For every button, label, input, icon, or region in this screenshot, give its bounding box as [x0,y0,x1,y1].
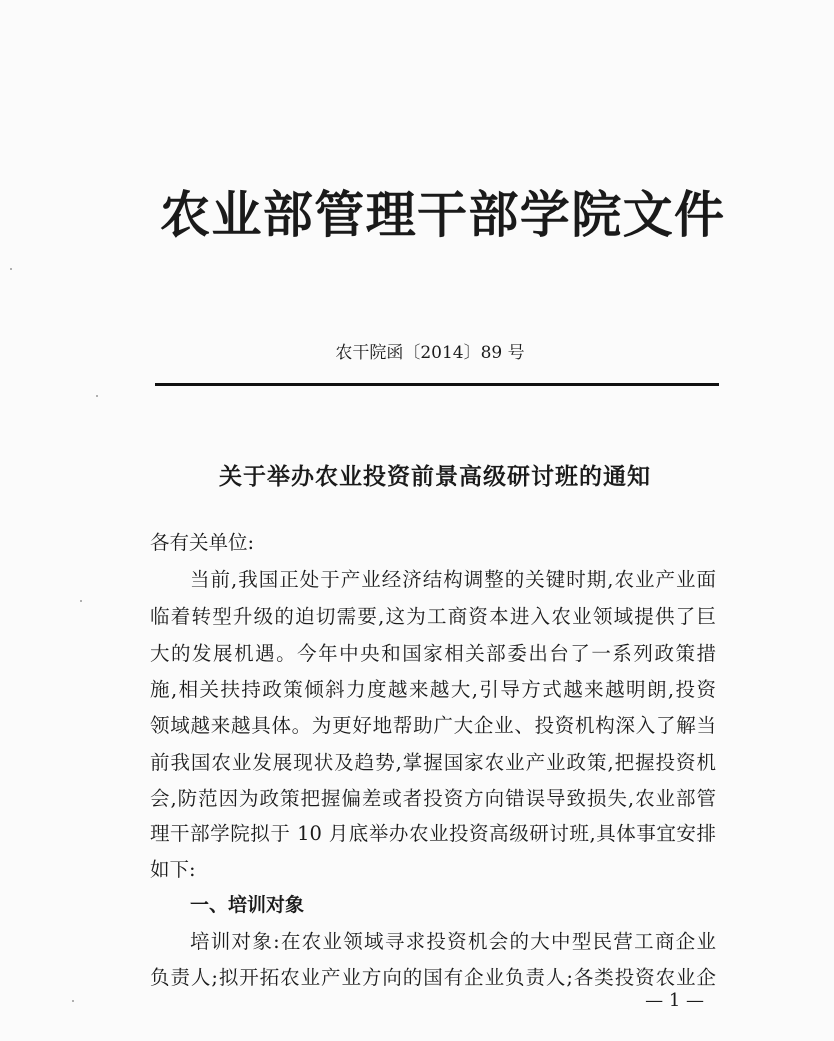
body-line: 前我国农业发展现状及趋势,掌握国家农业产业政策,把握投资机 [150,751,716,774]
body-line: 施,相关扶持政策倾斜力度越来越大,引导方式越来越明朗,投资 [150,678,716,701]
document-header-title: 农业部管理干部学院文件 [160,185,725,244]
notice-title: 关于举办农业投资前景高级研讨班的通知 [219,463,651,490]
salutation: 各有关单位: [150,531,255,554]
body-line: 大的发展机遇。今年中央和国家相关部委出台了一系列政策措 [150,642,716,665]
scan-speck [72,1000,74,1002]
section-line: 培训对象:在农业领域寻求投资机会的大中型民营工商企业 [190,930,716,953]
header-divider [155,383,719,386]
scan-speck [80,600,82,602]
body-line: 当前,我国正处于产业经济结构调整的关键时期,农业产业面 [190,568,716,591]
document-number: 农干院函〔2014〕89 号 [335,343,525,363]
section-heading: 一、培训对象 [190,894,305,916]
body-line: 理干部学院拟于 10 月底举办农业投资高级研讨班,具体事宜安排 [150,822,716,845]
scan-speck [10,268,12,270]
body-line: 如下: [150,858,196,881]
body-line: 临着转型升级的迫切需要,这为工商资本进入农业领域提供了巨 [150,605,716,628]
body-line: 会,防范因为政策把握偏差或者投资方向错误导致损失,农业部管 [150,787,716,810]
body-line: 领域越来越具体。为更好地帮助广大企业、投资机构深入了解当 [150,714,716,737]
page-number: — 1 — [645,990,704,1011]
section-line: 负责人;拟开拓农业产业方向的国有企业负责人;各类投资农业企 [150,966,716,989]
scan-speck [96,395,98,397]
